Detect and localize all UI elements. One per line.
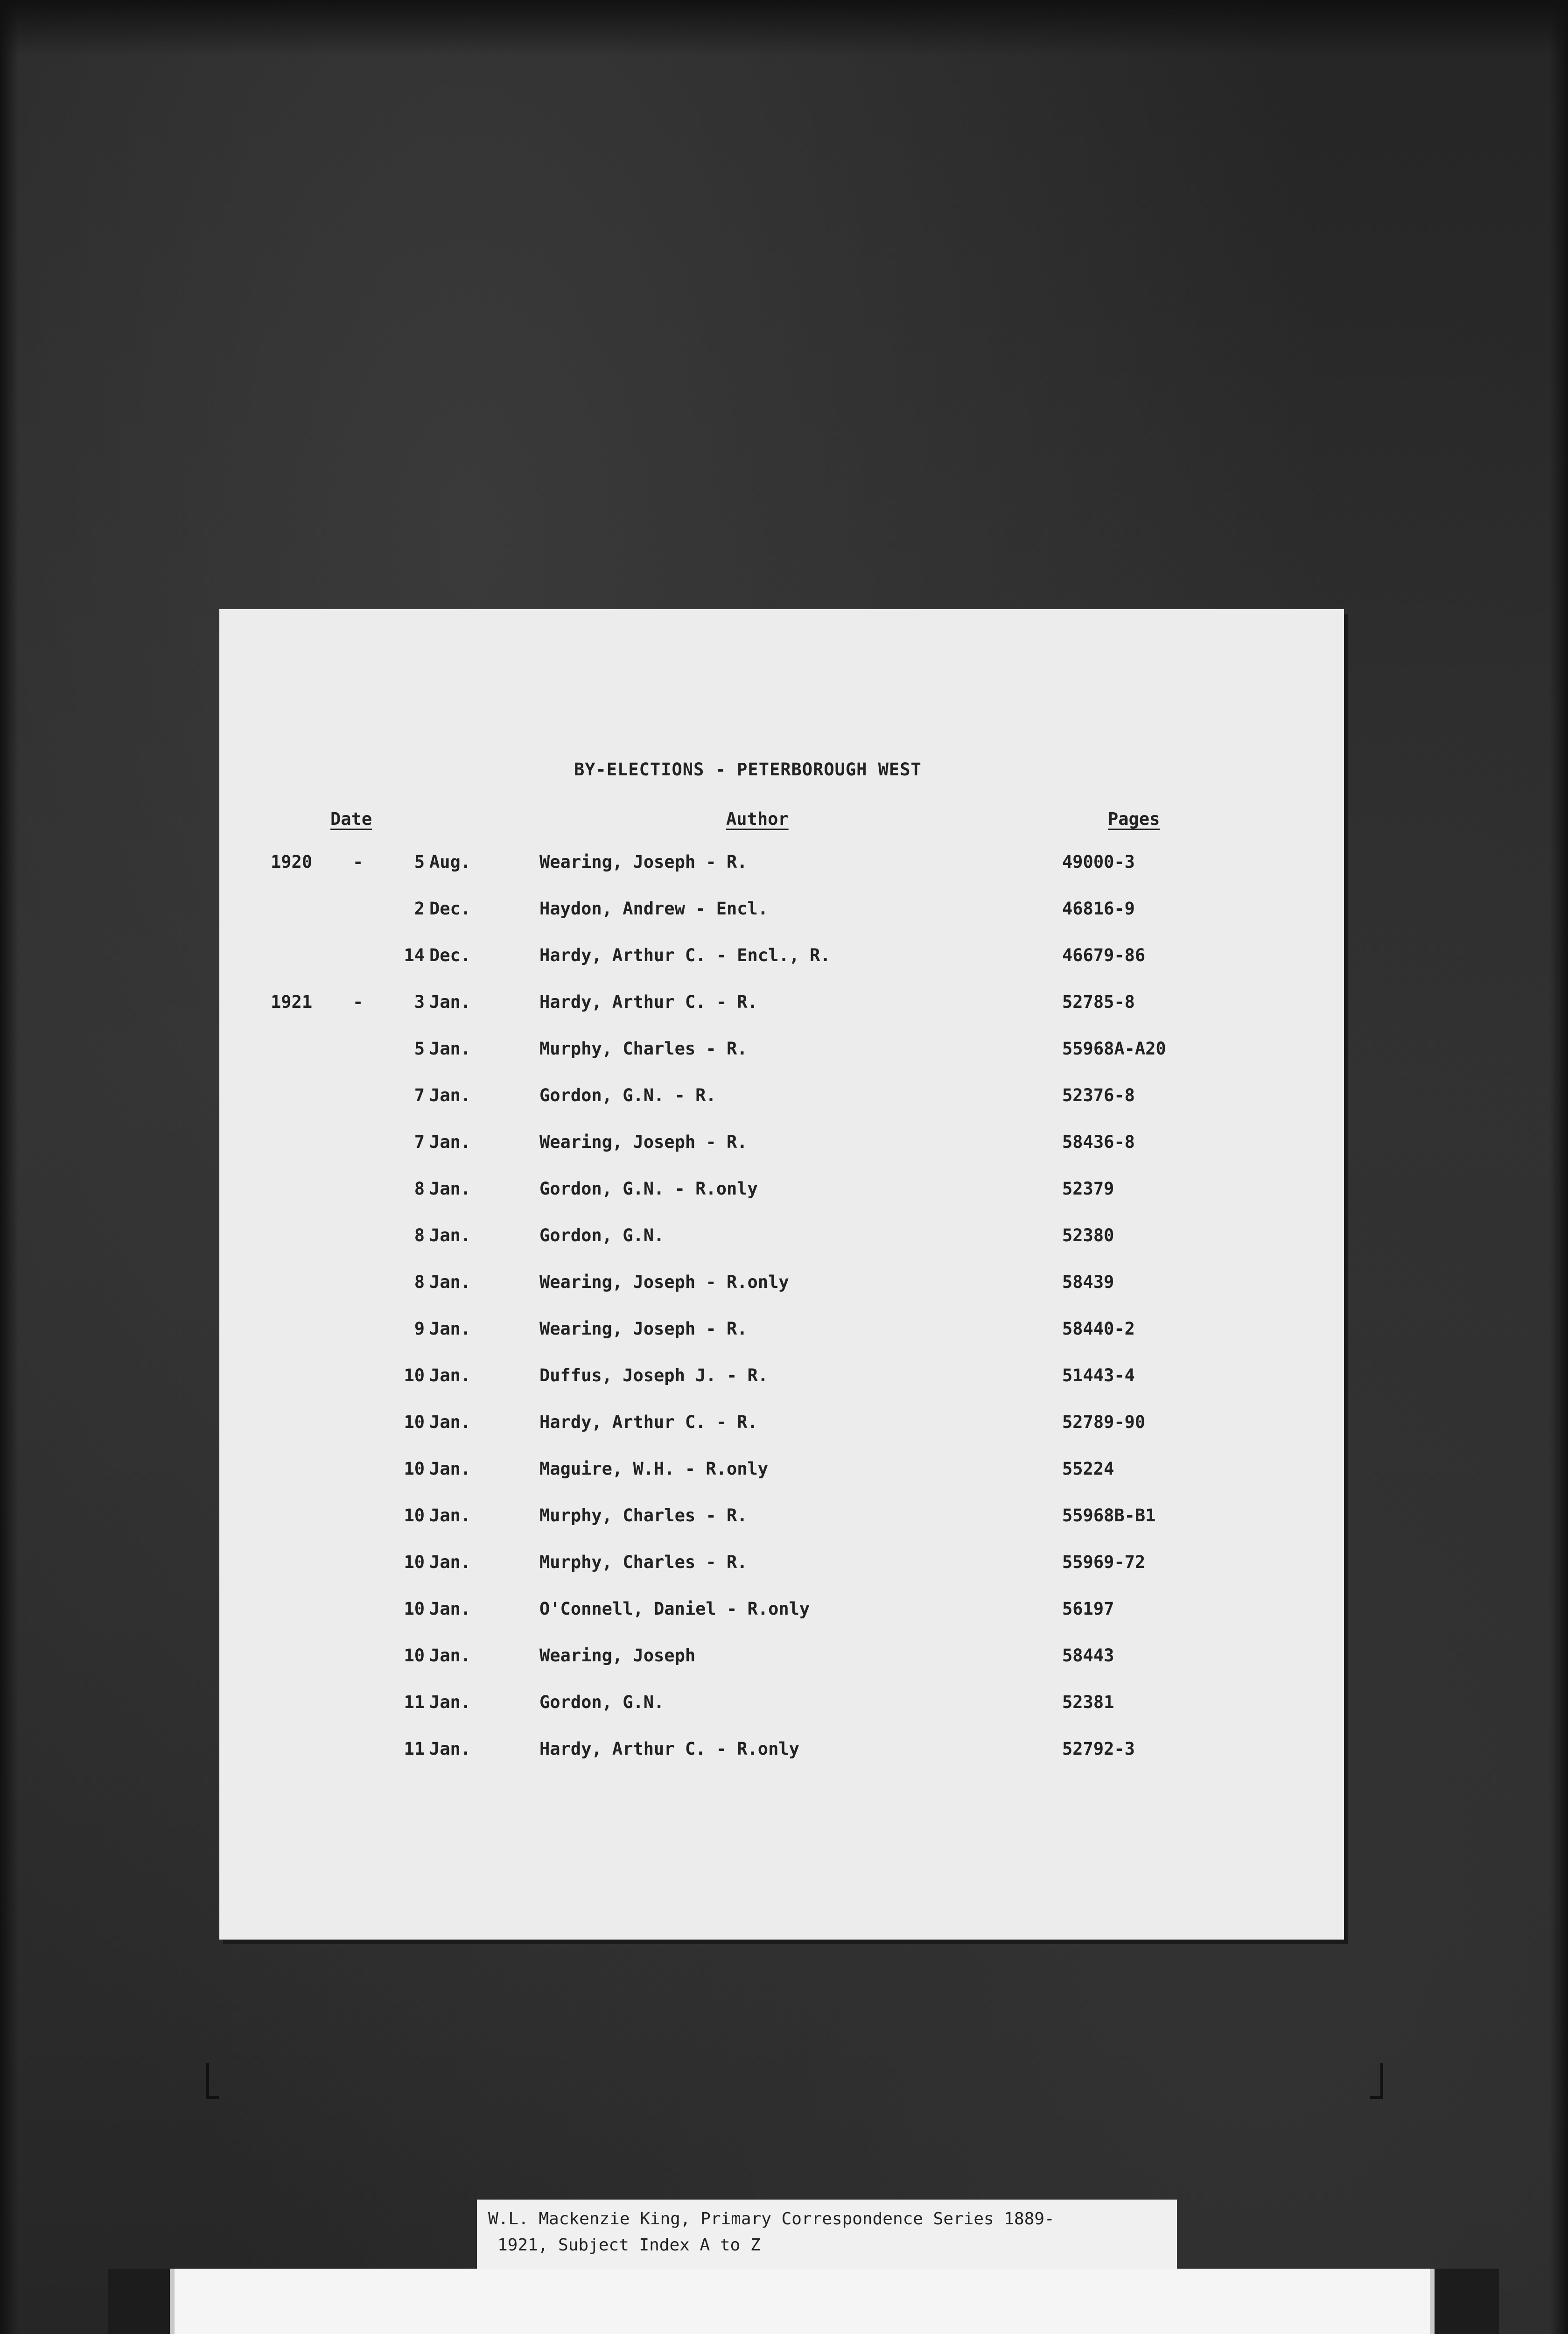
author-cell: Gordon, G.N. (539, 1225, 665, 1245)
index-row (219, 1645, 1344, 1673)
author-cell: Wearing, Joseph (539, 1645, 696, 1666)
pages-cell: 58443 (1062, 1645, 1114, 1666)
date-day: 11 (404, 1739, 425, 1759)
index-row (219, 899, 1344, 927)
author-cell: Hardy, Arthur C. - Encl., R. (539, 945, 831, 965)
pages-cell: 51443-4 (1062, 1365, 1135, 1385)
index-row (219, 1225, 1344, 1253)
date-day: 10 (404, 1552, 425, 1572)
date-day: 5 (414, 1039, 425, 1059)
index-row (219, 1272, 1344, 1300)
pages-cell: 49000-3 (1062, 852, 1135, 872)
pages-cell: 55969-72 (1062, 1552, 1146, 1572)
date-month: Jan. (429, 1505, 471, 1526)
author-cell: Hardy, Arthur C. - R.only (539, 1739, 799, 1759)
crop-mark-right (1370, 2063, 1383, 2099)
index-row (219, 945, 1344, 973)
date-day: 11 (404, 1692, 425, 1712)
index-sheet (219, 609, 1344, 1940)
caption-line-1: W.L. Mackenzie King, Primary Correspondence Series 1889- (488, 2209, 1055, 2229)
document-title: BY-ELECTIONS - PETERBOROUGH WEST (574, 759, 922, 780)
archives-board (170, 2269, 1435, 2334)
index-row (219, 992, 1344, 1020)
pages-cell: 55968B-B1 (1062, 1505, 1156, 1526)
pages-cell: 52792-3 (1062, 1739, 1135, 1759)
date-day: 10 (404, 1645, 425, 1666)
column-header-pages: Pages (1108, 809, 1160, 829)
author-cell: Wearing, Joseph - R. (539, 1132, 748, 1152)
date-year: 1920 (271, 852, 313, 872)
index-row (219, 1179, 1344, 1207)
author-cell: Gordon, G.N. - R.only (539, 1179, 758, 1199)
film-edge-left (0, 0, 19, 2334)
date-day: 8 (414, 1179, 425, 1199)
pages-cell: 46679-86 (1062, 945, 1146, 965)
pages-cell: 52789-90 (1062, 1412, 1146, 1432)
index-row (219, 1319, 1344, 1347)
crop-mark-left (206, 2063, 219, 2099)
date-month: Jan. (429, 1039, 471, 1059)
pages-cell: 58436-8 (1062, 1132, 1135, 1152)
author-cell: Wearing, Joseph - R. (539, 852, 748, 872)
date-day: 8 (414, 1272, 425, 1292)
date-month: Jan. (429, 1272, 471, 1292)
date-month: Jan. (429, 1225, 471, 1245)
pages-cell: 52381 (1062, 1692, 1114, 1712)
date-separator: - (353, 992, 364, 1012)
author-cell: Murphy, Charles - R. (539, 1552, 748, 1572)
index-row (219, 1132, 1344, 1160)
date-day: 3 (414, 992, 425, 1012)
column-header-author: Author (726, 809, 789, 829)
column-header-date: Date (330, 809, 372, 829)
date-day: 8 (414, 1225, 425, 1245)
date-separator: - (353, 852, 364, 872)
date-day: 7 (414, 1085, 425, 1105)
date-month: Jan. (429, 1739, 471, 1759)
pages-cell: 52376-8 (1062, 1085, 1135, 1105)
date-month: Jan. (429, 1692, 471, 1712)
date-month: Jan. (429, 1132, 471, 1152)
author-cell: O'Connell, Daniel - R.only (539, 1599, 810, 1619)
index-row (219, 1692, 1344, 1720)
author-cell: Duffus, Joseph J. - R. (539, 1365, 769, 1385)
date-month: Jan. (429, 1552, 471, 1572)
date-day: 10 (404, 1599, 425, 1619)
index-row (219, 1085, 1344, 1113)
date-month: Jan. (429, 1365, 471, 1385)
date-month: Jan. (429, 1412, 471, 1432)
pages-cell: 56197 (1062, 1599, 1114, 1619)
author-cell: Hardy, Arthur C. - R. (539, 992, 758, 1012)
date-day: 10 (404, 1505, 425, 1526)
author-cell: Murphy, Charles - R. (539, 1505, 748, 1526)
date-month: Jan. (429, 992, 471, 1012)
pages-cell: 58439 (1062, 1272, 1114, 1292)
pages-cell: 46816-9 (1062, 899, 1135, 919)
date-month: Dec. (429, 899, 471, 919)
date-day: 10 (404, 1365, 425, 1385)
date-month: Jan. (429, 1599, 471, 1619)
film-edge-right (1549, 0, 1568, 2334)
author-cell: Wearing, Joseph - R. (539, 1319, 748, 1339)
date-month: Jan. (429, 1179, 471, 1199)
index-row (219, 1552, 1344, 1580)
date-day: 14 (404, 945, 425, 965)
index-row (219, 1412, 1344, 1440)
pages-cell: 52785-8 (1062, 992, 1135, 1012)
date-day: 9 (414, 1319, 425, 1339)
film-edge-top (0, 0, 1568, 56)
author-cell: Wearing, Joseph - R.only (539, 1272, 789, 1292)
date-day: 10 (404, 1459, 425, 1479)
pages-cell: 55224 (1062, 1459, 1114, 1479)
author-cell: Maguire, W.H. - R.only (539, 1459, 769, 1479)
index-row (219, 1599, 1344, 1627)
date-year: 1921 (271, 992, 313, 1012)
index-row (219, 1039, 1344, 1067)
author-cell: Gordon, G.N. - R. (539, 1085, 716, 1105)
caption-line-2: 1921, Subject Index A to Z (497, 2236, 761, 2255)
index-row (219, 1739, 1344, 1767)
date-day: 5 (414, 852, 425, 872)
author-cell: Gordon, G.N. (539, 1692, 665, 1712)
collection-caption (477, 2200, 1177, 2269)
pages-cell: 58440-2 (1062, 1319, 1135, 1339)
date-month: Jan. (429, 1645, 471, 1666)
index-row (219, 852, 1344, 880)
pages-cell: 55968A-A20 (1062, 1039, 1166, 1059)
date-day: 7 (414, 1132, 425, 1152)
pages-cell: 52380 (1062, 1225, 1114, 1245)
index-row (219, 1505, 1344, 1533)
pages-cell: 52379 (1062, 1179, 1114, 1199)
date-month: Dec. (429, 945, 471, 965)
date-month: Jan. (429, 1085, 471, 1105)
index-row (219, 1459, 1344, 1487)
author-cell: Hardy, Arthur C. - R. (539, 1412, 758, 1432)
date-month: Jan. (429, 1459, 471, 1479)
index-row (219, 1365, 1344, 1393)
author-cell: Haydon, Andrew - Encl. (539, 899, 769, 919)
date-month: Jan. (429, 1319, 471, 1339)
date-month: Aug. (429, 852, 471, 872)
date-day: 10 (404, 1412, 425, 1432)
date-day: 2 (414, 899, 425, 919)
author-cell: Murphy, Charles - R. (539, 1039, 748, 1059)
